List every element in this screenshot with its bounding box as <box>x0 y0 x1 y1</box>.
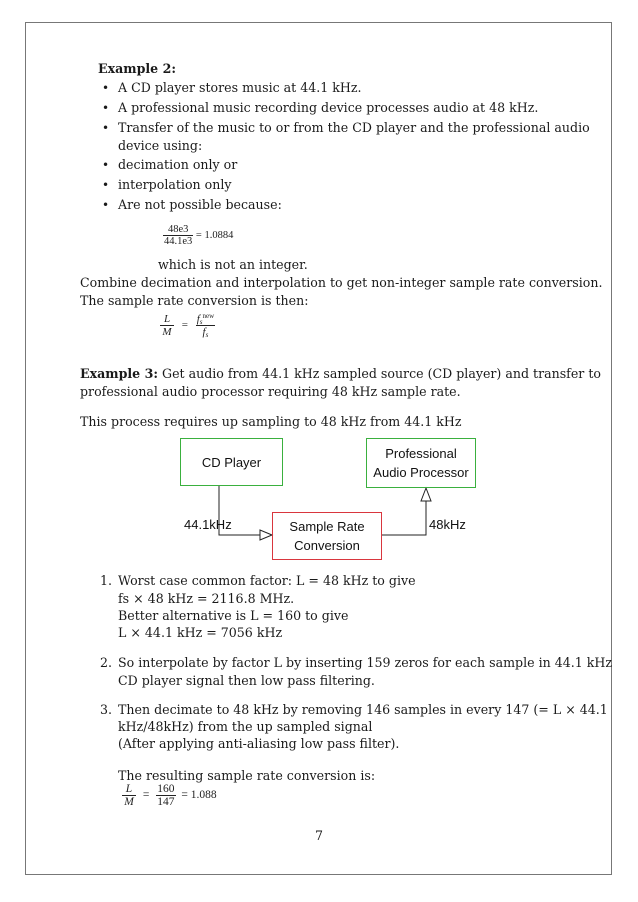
step-2-line-1: So interpolate by factor L by inserting 159 zeros for each sample in 44.1 kHz <box>118 655 613 670</box>
example2-bullet-1: A CD player stores music at 44.1 kHz. <box>118 80 362 95</box>
step-3-line-3: (After applying anti-aliasing low pass filter). <box>118 736 400 751</box>
example2-bullet-4: decimation only or <box>118 157 238 172</box>
example3-heading: Example 3: <box>80 366 158 381</box>
src-label-line1: Sample Rate <box>289 519 365 534</box>
fs-new-subscript: s <box>199 318 203 326</box>
example2-bullet-3: Transfer of the music to or from the CD player and the professional audio <box>118 120 590 135</box>
step-1-line-4: L × 44.1 kHz = 7056 kHz <box>118 625 283 640</box>
conversion-intro: The sample rate conversion is then: <box>80 293 309 308</box>
cd-player-block: CD Player <box>180 438 283 486</box>
step-2-line-2: CD player signal then low pass filtering. <box>118 673 375 688</box>
bullet-dot-icon: • <box>102 121 110 135</box>
bullet-dot-icon: • <box>102 101 110 115</box>
page-number: 7 <box>314 828 323 843</box>
result-equals: = <box>142 789 150 802</box>
example2-bullet-5: interpolation only <box>118 177 232 192</box>
result-value: = 1.088 <box>181 789 217 802</box>
result-formula <box>122 783 217 808</box>
not-integer-text: which is not an integer. <box>158 257 308 272</box>
processor-label-line2: Audio Processor <box>373 465 469 480</box>
fs-new-symbol: f <box>196 313 200 325</box>
example3-line1-text: Get audio from 44.1 kHz sampled source (CD player) and transfer to <box>158 366 601 381</box>
ratio-result: = 1.0884 <box>195 229 234 241</box>
example2-bullet-3-cont: device using: <box>118 138 203 153</box>
fs-new-superscript: new <box>202 312 215 320</box>
sample-rate-conversion-block <box>272 512 382 560</box>
result-numerator: 160 <box>157 783 175 795</box>
step-1-line-1: Worst case common factor: L = 48 kHz to give <box>118 573 416 588</box>
output-arrowhead-icon <box>421 488 431 501</box>
output-connector-line <box>382 497 426 535</box>
step-3-line-2: kHz/48kHz) from the up sampled signal <box>118 719 373 734</box>
step-3-line-1: Then decimate to 48 kHz by removing 146 samples in every 147 (= L × 44.1 <box>118 702 608 717</box>
example2-bullet-6: Are not possible because: <box>118 197 282 212</box>
output-rate-label: 48kHz <box>429 517 466 532</box>
example2-heading: Example 2: <box>98 61 176 76</box>
result-intro: The resulting sample rate conversion is: <box>118 768 376 783</box>
ratio-numerator: 48e3 <box>163 224 193 236</box>
result-lm-denominator: M <box>124 796 134 808</box>
fs-symbol: f <box>202 326 206 338</box>
bullet-dot-icon: • <box>102 81 110 95</box>
ratio-denominator: 44.1e3 <box>164 236 193 247</box>
example3-line2: professional audio processor requiring 48 kHz sample rate. <box>80 384 461 399</box>
fs-subscript: s <box>205 331 209 339</box>
input-arrowhead-icon <box>260 530 272 540</box>
input-rate-label: 44.1kHz <box>184 517 232 532</box>
step-2-number: 2. <box>100 655 113 670</box>
lm-numerator: L <box>160 313 174 326</box>
bullet-dot-icon: • <box>102 178 110 192</box>
bullet-dot-icon: • <box>102 158 110 172</box>
lm-denominator: M <box>162 326 172 338</box>
step-1-line-2: fs × 48 kHz = 2116.8 MHz. <box>118 591 295 606</box>
result-number-fraction <box>156 783 175 808</box>
processor-label-line1: Professional <box>385 446 457 461</box>
result-lm-numerator: L <box>122 783 136 796</box>
step-1-number: 1. <box>100 573 113 588</box>
example2-bullet-2: A professional music recording device processes audio at 48 kHz. <box>118 100 539 115</box>
combine-text: Combine decimation and interpolation to get non-integer sample rate conversion. <box>80 275 603 290</box>
step-3-number: 3. <box>100 702 113 717</box>
result-lm-fraction <box>122 783 136 808</box>
lm-equals: = <box>181 319 188 332</box>
bullet-dot-icon: • <box>102 198 110 212</box>
result-denominator: 147 <box>157 796 175 808</box>
process-text: This process requires up sampling to 48 kHz from 44.1 kHz <box>80 414 462 429</box>
src-label-line2: Conversion <box>294 538 360 553</box>
step-1-line-3: Better alternative is L = 160 to give <box>118 608 349 623</box>
professional-audio-processor-block <box>366 438 476 488</box>
